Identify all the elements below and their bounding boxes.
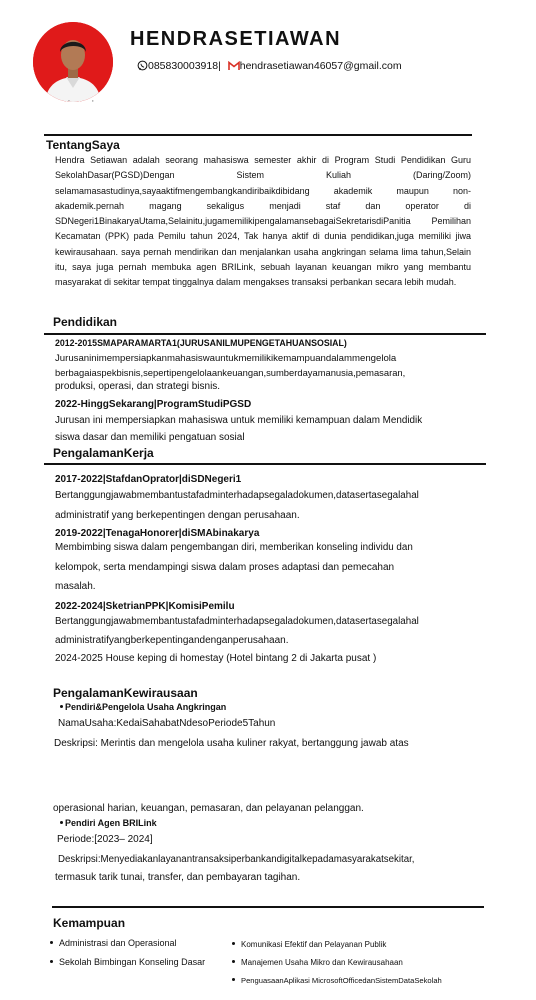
experience-item-heading: 2019-2022|TenagaHonorer|diSMAbinakarya (55, 528, 260, 539)
education-item-line: Jurusan ini mempersiapkan mahasiswa untuk memiliki kemampuan dalam Mendidik (55, 415, 423, 426)
business-item-heading-text: Pendiri&Pengelola Usaha Angkringan (65, 702, 227, 712)
education-item-heading: 2012-2015SMAPARAMARTA1(JURUSANILMUPENGETAHUANSOSIAL) (55, 338, 347, 348)
education-item-line: Jurusaninimempersiapkanmahasiswauntukmemilikikemampuandalammengelola (55, 353, 397, 364)
contact-line (137, 60, 402, 72)
business-name-line: NamaUsaha:KedaiSahabatNdesoPeriode5Tahun (58, 718, 276, 729)
business-desc-continued: operasional harian, keuangan, pemasaran, dan pelayanan pelanggan. (53, 803, 364, 814)
skill-label: Manajemen Usaha Mikro dan Kewirausahaan (241, 958, 403, 967)
experience-item-line: masalah. (55, 581, 96, 592)
bullet-dot (232, 942, 235, 945)
bullet-dot (60, 821, 63, 824)
skill-label: PenguasaanAplikasi MicrosoftOfficedanSistemDataSekolah (241, 976, 442, 985)
skill-label: Komunikasi Efektif dan Pelayanan Publik (241, 940, 387, 949)
business-desc: Deskripsi: Merintis dan mengelola usaha kuliner rakyat, bertanggung jawab atas (54, 738, 409, 749)
profile-photo (33, 22, 113, 102)
bullet-dot (50, 960, 53, 963)
photo-caption: . , (68, 96, 104, 103)
skills-divider (52, 906, 484, 908)
experience-item-line: kelompok, serta mendampingi siswa dalam proses adaptasi dan pemecahan (55, 562, 395, 573)
business-item-heading (60, 816, 157, 831)
skill-label: Administrasi dan Operasional (59, 938, 177, 948)
skill-label: Sekolah Bimbingan Konseling Dasar (59, 957, 206, 967)
skill-item (232, 958, 403, 967)
skill-item (50, 938, 177, 948)
experience-divider (44, 463, 486, 465)
about-divider (44, 134, 472, 136)
skills-title: Kemampuan (53, 916, 126, 930)
education-item-heading: 2022-HinggSekarang|ProgramStudiPGSD (55, 399, 252, 410)
person-portrait-icon (33, 22, 113, 102)
business-title: PengalamanKewirausaan (53, 686, 198, 700)
education-item-line: siswa dasar dan memiliki pengatuan sosial (55, 432, 245, 443)
business-desc-continued: termasuk tarik tunai, transfer, dan pembayaran tagihan. (55, 872, 301, 883)
about-title: TentangSaya (46, 138, 120, 152)
education-item-line: produksi, operasi, dan strategi bisnis. (55, 381, 221, 392)
experience-item-heading: 2022-2024|SketrianPPK|KomisiPemilu (55, 601, 235, 612)
bullet-dot (60, 705, 63, 708)
about-text: Hendra Setiawan adalah seorang mahasiswa semester akhir di Program Studi Pendidikan Guru SekolahDasar(PGSD)Dengan Sistem Kuliah (Daring/Zoom) selamamasastudinya,sayaaktifmengembangkandiribaikdibidang akademik maupun non-akademik.pernah magang sekaligus menjadi staf dan operator di SDNegeri1BinakaryaUtama,Selainitu,jugamemilikipengalamansebagaiSekretarisdiPanitia Pemilihan Kecamatan (PPK) pada Pemilu tahun 2024, Tak hanya aktif di dunia pendidikan,juga memiliki jiwa kewirausahaan. saya pernah mendirikan dan menjalankan usaha angkringan selama lima tahun,Selain itu, saya juga pernah membuka agen BRILink, sebuah layanan keuangan mikro yang membantu masyarakat di sekitar tempat tinggalnya dalam mengakses transaksi perbankan secara lebih mudah. (55, 155, 471, 288)
gmail-icon (228, 61, 240, 71)
experience-item-line: Bertanggungjawabmembantustafadminterhadapsegaladokumen,datasertasegalahal (55, 616, 419, 627)
bullet-dot (232, 978, 235, 981)
skill-item (232, 976, 442, 985)
experience-item-line: Bertanggungjawabmembantustafadminterhadapsegaladokumen,datasertasegalahal (55, 490, 419, 501)
whatsapp-icon (137, 60, 148, 71)
person-name: HENDRASETIAWAN (130, 28, 342, 50)
business-period: Periode:[2023– 2024] (57, 834, 153, 845)
bullet-dot (232, 960, 235, 963)
business-item-heading-text: Pendiri Agen BRILink (65, 818, 157, 828)
education-item-line: berbagaiaspekbisnis,sepertipengelolaankeuangan,sumberdayamanusia,pemasaran, (55, 367, 406, 378)
experience-item-line: administratif yang berkepentingen dengan perusahaan. (55, 510, 300, 521)
skill-item (50, 957, 205, 967)
email-address[interactable]: hendrasetiawan46057@gmail.com (239, 60, 402, 72)
business-item-heading (60, 700, 226, 715)
experience-item-line: administratifyangberkepentingandenganperusahaan. (55, 635, 289, 646)
education-title: Pendidikan (53, 315, 118, 329)
education-divider (44, 333, 486, 335)
experience-title: PengalamanKerja (53, 446, 154, 460)
bullet-dot (50, 941, 53, 944)
experience-item-line: Membimbing siswa dalam pengembangan diri, memberikan konseling individu dan (55, 542, 413, 553)
experience-extra: 2024-2025 House keping di homestay (Hotel bintang 2 di Jakarta pusat ) (55, 653, 377, 664)
skill-item (232, 940, 386, 949)
business-desc: Deskripsi:Menyediakanlayanantransaksiperbankandigitalkepadamasyarakatsekitar, (58, 854, 415, 865)
phone-number[interactable]: 085830003918| (148, 60, 221, 72)
experience-item-heading: 2017-2022|StafdanOprator|diSDNegeri1 (55, 474, 242, 485)
